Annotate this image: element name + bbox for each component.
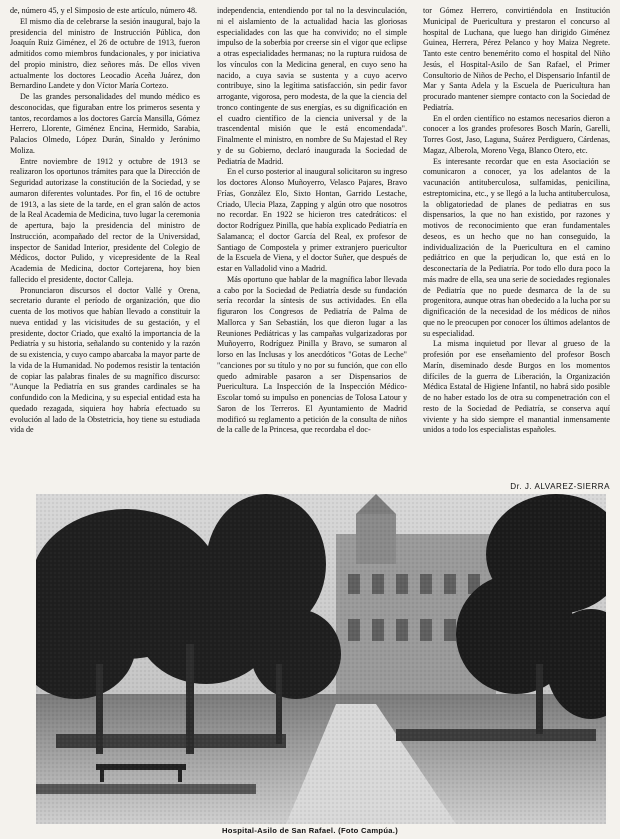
- article-column-2: [217, 6, 407, 490]
- hospital-photograph: [36, 494, 606, 824]
- article-column-3: [423, 6, 610, 484]
- article-paragraph: En el orden científico no estamos necesarios dieron a conocer a los grandes profesores Bosch Marín, Garelli, Torres Gost, Jaso, Laguna, Suárez Perdiguero, Cárdenas, Magaz, Alberola, Moreno Vega, Blanco Otero, etc.: [423, 113, 610, 155]
- article-paragraph: independencia, entendiendo por tal no la desvinculación, ni el aislamiento de la actualidad hacia las gloriosas especialidades con las que ha convivido; no el simple impulso de la soberbia por creerse sin el vigor que eclipse a otras especialidades hermanas; no la ruptura ruidosa de los vínculos con la Medicina general, en cuyo seno ha nacido, a cuya savia se sustenta y a cuyo acervo contribuye, sino la legítima satisfacción, sin pedir favor arrogante, vigorosa, pero modesta, de la que la ciencia del tronco contingente de sus energías, es su dignificación en el cuadro científico de la ciencia universal y de la trascendental misión que le está encomendada". Finalmente el ministro, en nombre de Su Majestad el Rey y de su Gobierno, declaró inaugurada la Sociedad de Pediatría de Madrid.: [217, 6, 407, 166]
- article-column-1: [10, 6, 200, 490]
- article-paragraph: Pronunciaron discursos el doctor Vallé y Orena, secretario durante el período de organización, que dio cuenta de los motivos que habían llevado a constituir la nueva entidad y las vicisitudes de su gestación, y el presidente, doctor Criado, que exaltó la importancia de la Pediatría y su historia, señalando su contenido y la razón de su existencia, y cuyo campo abarcaba la mayor parte de la vida de la Humanidad. No podemos resistir la tentación de copiar las palabras finales de su magnífico discurso: "Aunque la Pediatría en sus grandes cardinales se ha confundido con la Medicina, y su especial entidad esta ha quedado rezagada, siquiera hoy habría efectuado su evolución al lado de la Obstetricia, hoy tiene su estudiada vida de: [10, 285, 200, 435]
- article-paragraph: De las grandes personalidades del mundo médico es desconocidas, que figuraban entre los primeros sesenta y tantos, recordamos a los doctores García Mansilla, Gómez Herrero, Llorente, Giménez Encina, Hermido, Sarabia, Palacios Olmedo, López Durán, Sinaldo y Jerónimo Moliza.: [10, 92, 200, 155]
- article-paragraph: La misma inquietud por llevar al grueso de la profesión por ese enseñamiento del profesor Bosch Marín, diseminado desde Burgos en los momentos difíciles de la guerra de Liberación, la Organización Médica Estatal de Higiene Infantil, no habrá sido posible de no haber estado los de otra su compenetración con el resto de la Sociedad de Pediatría, se conserva aquí viviente y ha sido siempre el manantial inmensamente unidos a todo los especialistas españoles.: [423, 339, 610, 435]
- article-paragraph: de, número 45, y el Simposio de este artículo, número 48.: [10, 6, 198, 15]
- article-paragraph: El mismo día de celebrarse la sesión inaugural, bajo la presidencia del ministro de Instrucción Pública, don Joaquín Ruiz Giménez, el 26 de octubre de 1913, fueron admitidos como miembros fundacionales, y por iniciativa del propio ministro, diez señores más. De ellos viven actualmente los doctores Leocadio Aceña Juárez, don Bernardino Landete y don Víctor María Cortezo.: [10, 16, 200, 91]
- article-paragraph: Entre noviembre de 1912 y octubre de 1913 se realizaron los oportunos trámites para que la Dirección de Seguridad autorizase la constitución de la Sociedad, y se aumaron diferentes voluntades. Por fin, el 16 de octubre de 1913, a las siete de la tarde, en el gran salón de actos de la Real Academia de Medicina, tuvo lugar la ceremonia de apertura, bajo la presidencia del ministro de Instrucción, acompañado del rector de la Universidad, inspector de Sanidad Interior, presidente del Colegio de Médicos, doctor Pulido, y vicepresidente de la Real Academia de Medicina, doctor Cortejarena, hoy bien fallecido el presidente, doctor Calleja.: [10, 156, 200, 284]
- photo-caption: Hospital-Asilo de San Rafael. (Foto Campúa.): [221, 826, 399, 835]
- article-paragraph: En el curso posterior al inaugural solicitaron su ingreso los doctores Alonso Muñoyerro, Velasco Pajares, Bravo Frías, González Elo, Sixto Hontan, Garrido Lestache, Criado, Ulecia Plaza, Zapping y algún otro que nosotros no recordar. En 1922 se hicieron tres catedráticos: el doctor Rodríguez Pinilla, que había explicado Pediatría en Salamanca; el doctor García del Real, ex profesor de Santiago de Compostela y primer extranjero puericultor de la Escuela de Viena, y el doctor Suñer, que después de estar en Valladolid vino a Madrid.: [217, 167, 407, 273]
- article-paragraph: Es interesante recordar que en esta Asociación se comunicaron a conocer, ya los adelantos de la vacunación antituberculosa, sulfamidas, penicilina, estreptomicina, etc., y se llegó a la lucha antituberculosa, la obligatoriedad de planes de pediatras en sus dispensarios, la que no han existido, por razones y motivos de reconocimiento que eran fundamentales deseos, es un hecho que no han conseguido, la individualización de la Puericultura en el camino pediátrico en que la perjudican lo, que está en lo desconectaría de la Pediatría. Por todo ello dura poco la más madre de ella, sea una serie de sociedades regionales de Pediatría que no puede desmarca de la de su progenitora, aunque otras han obedecido a la lucha por su dignificación de la necesidad de los médicos de niños que no le preocupen por conocer los últimos adelantos de su especialidad.: [423, 156, 610, 338]
- article-paragraph: Más oportuno que hablar de la magnífica labor llevada a cabo por la Sociedad de Pediatría desde su fundación sería recordar la síntesis de sus actividades. En ella figuraron los Congresos de Pediatría de Palma de Mallorca y San Sebastián, los que dieron lugar a las Reuniones Pediátricas y las campañas vulgarizadoras por Muñoyerro, Rodríguez Pinilla y Bravo, se sumaron al lorso en las Inclusas y los anecdóticos "Gotas de Leche" "canciones por su título y no por su función, que con ello quedo admirable pasaron a ser Dispensarios de Puericultura. La Inspección de la Inspección Médico-Escolar tomó su impulso en ponencias de Tolosa Latour y Saron de los Terreros. El Ayuntamiento de Madrid modificó su reglamento a petición de la consulta de niños de la calle de la Princesa, que recordaba el doc-: [217, 274, 407, 435]
- author-signature: Dr. J. ALVAREZ-SIERRA: [510, 482, 610, 491]
- article-paragraph: tor Gómez Herrero, convirtiéndola en Institución Municipal de Puericultura y prestaron el concurso al hospital de Luchana, que luego han dirigido Giménez Guinea, Herrera, Pérez Pelanco y hoy Maiza Negrete. Tanto este centro benemérito como el hospital del Niño Jesús, el Hospital-Asilo de San Rafael, el Primer Consultorio de Niños de Pecho, el Dispensario Infantil de Mar y Santa Adela y la Escuela de Puericultura han procurado mantener siempre contacto con la Sociedad de Pediatría.: [423, 6, 610, 112]
